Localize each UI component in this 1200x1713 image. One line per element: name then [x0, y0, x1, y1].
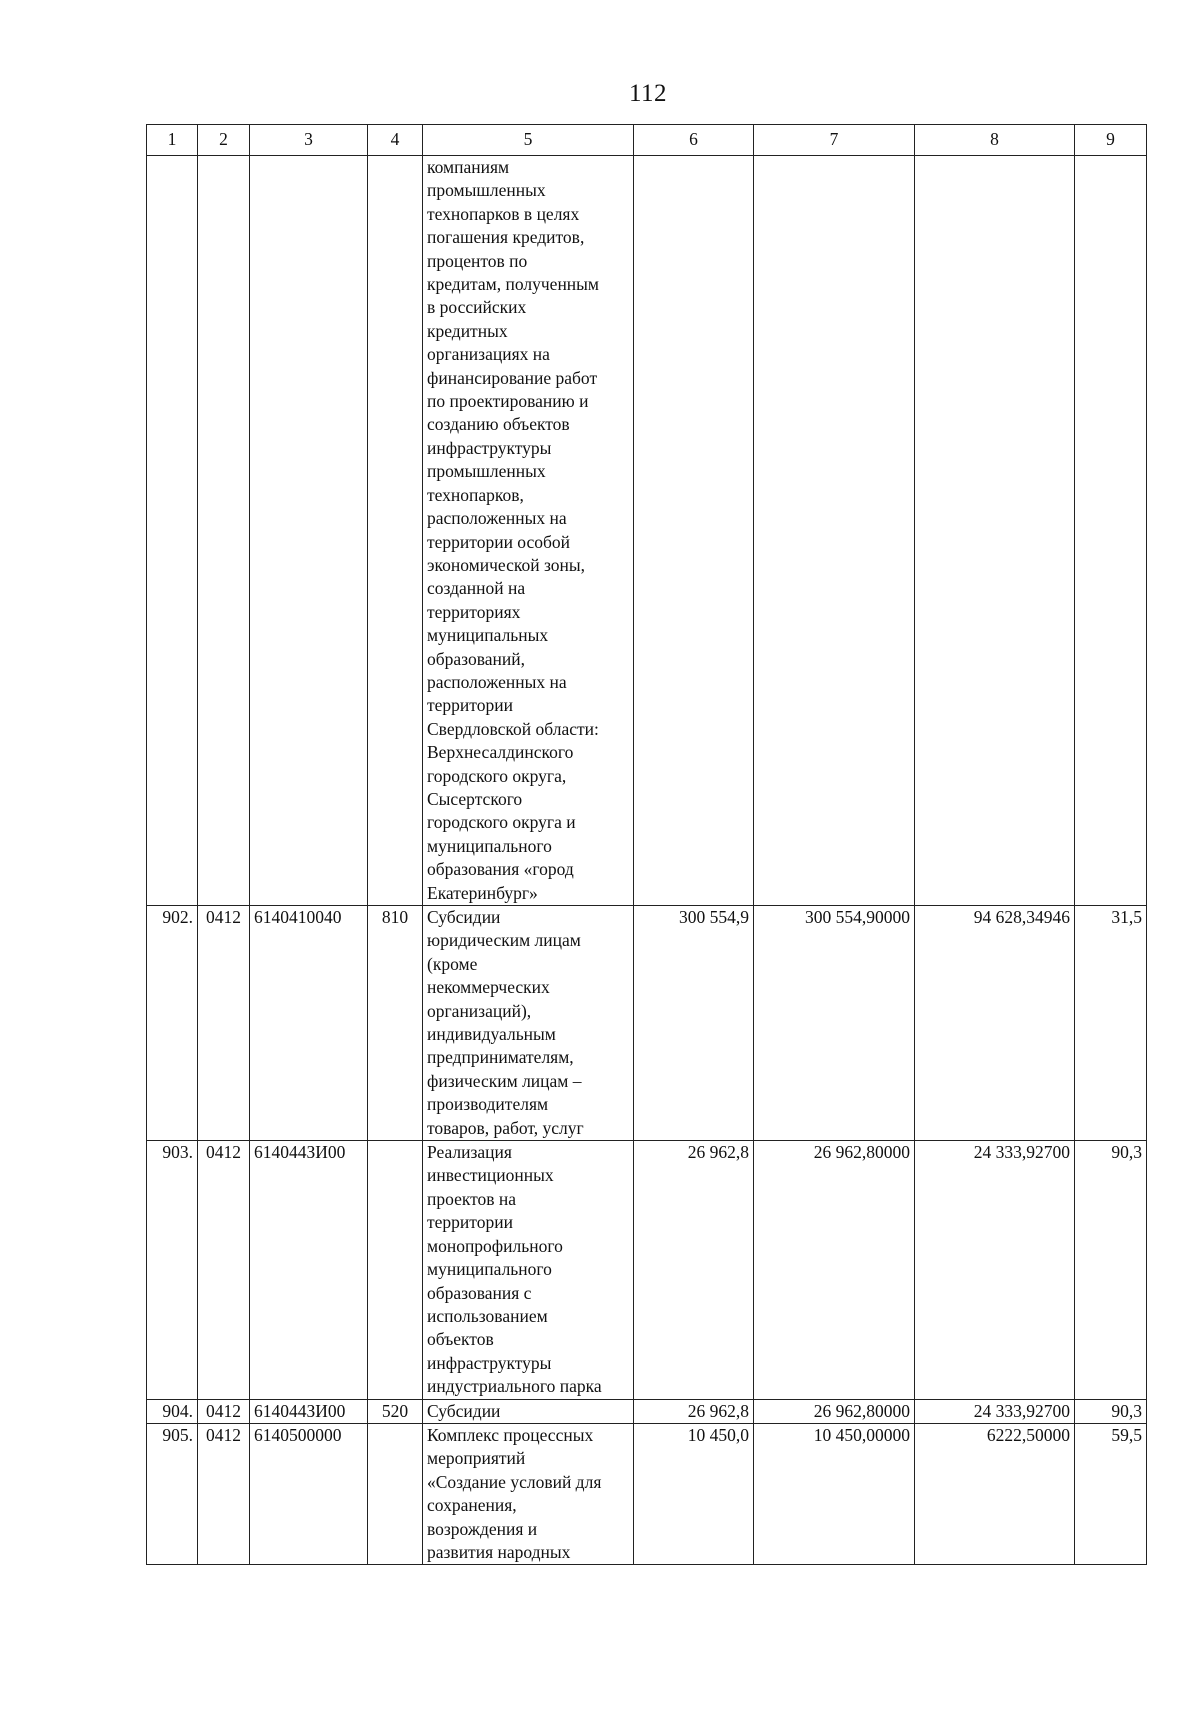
- item-name-cell: [423, 156, 634, 906]
- expense-type-cell: 520: [368, 1399, 423, 1423]
- item-name-line: погашения кредитов,: [427, 227, 585, 248]
- section-code-cell: 0412: [198, 1141, 250, 1399]
- item-name-line: индивидуальным: [427, 1024, 556, 1045]
- plan-amount-cell: 26 962,8: [634, 1399, 754, 1423]
- item-name-line: городского округа,: [427, 765, 567, 786]
- header-cell: 4: [368, 125, 423, 156]
- item-name-line: инвестиционных: [427, 1165, 554, 1186]
- item-name-line: территориях: [427, 601, 521, 622]
- budget-table: [146, 124, 1147, 1565]
- item-name-line: расположенных на: [427, 508, 567, 529]
- row-number-cell: [147, 156, 198, 906]
- table-row: [147, 906, 1147, 1141]
- item-name-line: Субсидии: [427, 1400, 501, 1421]
- expense-type-cell: [368, 1423, 423, 1564]
- item-name-line: Реализация: [427, 1142, 512, 1163]
- plan-amount-cell: 10 450,0: [634, 1423, 754, 1564]
- row-number-cell: 904.: [147, 1399, 198, 1423]
- item-name-line: Субсидии: [427, 907, 501, 927]
- item-name-line: территории: [427, 1212, 513, 1233]
- section-code-cell: [198, 156, 250, 906]
- target-article-cell: 614044ЗИ00: [250, 1141, 368, 1399]
- target-article-cell: [250, 156, 368, 906]
- plan-precise-amount-cell: [754, 156, 915, 906]
- item-name-line: территории: [427, 695, 513, 716]
- item-name-line: проектов на: [427, 1188, 517, 1209]
- item-name-line: инфраструктуры: [427, 1352, 552, 1373]
- item-name-cell: [423, 1423, 634, 1564]
- row-number-cell: 903.: [147, 1141, 198, 1399]
- item-name-line: расположенных на: [427, 671, 567, 692]
- item-name-line: монопрофильного: [427, 1235, 563, 1256]
- item-name-line: объектов: [427, 1329, 494, 1350]
- item-name-line: технопарков,: [427, 484, 524, 505]
- table-body: [147, 156, 1147, 1565]
- table-row: [147, 1399, 1147, 1423]
- item-name-line: Верхнесалдинского: [427, 742, 574, 763]
- plan-precise-amount-cell: 26 962,80000: [754, 1399, 915, 1423]
- header-cell: 3: [250, 125, 368, 156]
- section-code-cell: 0412: [198, 1423, 250, 1564]
- item-name-line: кредитам, полученным: [427, 274, 600, 295]
- header-cell: 7: [754, 125, 915, 156]
- plan-amount-cell: [634, 156, 754, 906]
- item-name-line: муниципального: [427, 1259, 552, 1280]
- execution-percent-cell: 90,3: [1075, 1141, 1147, 1399]
- execution-percent-cell: 90,3: [1075, 1399, 1147, 1423]
- item-name-line: территории особой: [427, 531, 571, 552]
- item-name-line: муниципальных: [427, 625, 549, 646]
- item-name-line: промышленных: [427, 461, 546, 482]
- item-name-line: созданной на: [427, 578, 526, 599]
- item-name-line: образования с: [427, 1282, 532, 1303]
- row-number-cell: 905.: [147, 1423, 198, 1564]
- item-name-line: индустриального парка: [427, 1376, 602, 1397]
- plan-precise-amount-cell: 10 450,00000: [754, 1423, 915, 1564]
- item-name-line: муниципального: [427, 835, 552, 856]
- item-name-line: процентов по: [427, 250, 528, 271]
- item-name-line: в российских: [427, 297, 527, 318]
- header-cell: 9: [1075, 125, 1147, 156]
- expense-type-cell: 810: [368, 906, 423, 1141]
- plan-amount-cell: 300 554,9: [634, 906, 754, 1141]
- item-name-line: Сысертского: [427, 788, 523, 809]
- table-row: [147, 1141, 1147, 1399]
- item-name-line: образования «город: [427, 859, 574, 880]
- item-name-line: организациях на: [427, 344, 550, 365]
- plan-precise-amount-cell: 300 554,90000: [754, 906, 915, 1141]
- item-name-line: финансирование работ: [427, 367, 598, 388]
- item-name-line: (кроме: [427, 953, 478, 974]
- item-name-line: юридическим лицам: [427, 930, 581, 951]
- item-name-line: мероприятий: [427, 1448, 526, 1469]
- item-name-cell: [423, 1141, 634, 1399]
- item-name-line: технопарков в целях: [427, 203, 580, 224]
- item-name-cell: [423, 1399, 634, 1423]
- page-number: 112: [628, 80, 668, 107]
- item-name-line: сохранения,: [427, 1495, 517, 1516]
- item-name-line: Екатеринбург»: [427, 882, 538, 903]
- item-name-line: Свердловской области:: [427, 718, 599, 739]
- target-article-cell: 614044ЗИ00: [250, 1399, 368, 1423]
- item-name-line: промышленных: [427, 180, 546, 201]
- header-cell: 1: [147, 125, 198, 156]
- item-name-line: образований,: [427, 648, 526, 669]
- execution-percent-cell: [1075, 156, 1147, 906]
- item-name-line: некоммерческих: [427, 977, 550, 998]
- executed-amount-cell: 24 333,92700: [915, 1141, 1075, 1399]
- item-name-line: по проектированию и: [427, 391, 589, 412]
- section-code-cell: 0412: [198, 906, 250, 1141]
- plan-precise-amount-cell: 26 962,80000: [754, 1141, 915, 1399]
- item-name-line: городского округа и: [427, 812, 576, 833]
- item-name-line: экономической зоны,: [427, 554, 586, 575]
- item-name-line: товаров, работ, услуг: [427, 1117, 584, 1138]
- item-name-line: возрождения и: [427, 1518, 538, 1539]
- header-cell: 6: [634, 125, 754, 156]
- plan-amount-cell: 26 962,8: [634, 1141, 754, 1399]
- item-name-line: предпринимателям,: [427, 1047, 574, 1068]
- item-name-line: развития народных: [427, 1541, 571, 1562]
- item-name-line: кредитных: [427, 320, 508, 341]
- executed-amount-cell: 94 628,34946: [915, 906, 1075, 1141]
- execution-percent-cell: 59,5: [1075, 1423, 1147, 1564]
- expense-type-cell: [368, 156, 423, 906]
- target-article-cell: 6140500000: [250, 1423, 368, 1564]
- item-name-cell: [423, 906, 634, 1141]
- execution-percent-cell: 31,5: [1075, 906, 1147, 1141]
- item-name-line: физическим лицам –: [427, 1070, 582, 1091]
- header-cell: 8: [915, 125, 1075, 156]
- executed-amount-cell: [915, 156, 1075, 906]
- item-name-line: производителям: [427, 1094, 549, 1115]
- row-number-cell: 902.: [147, 906, 198, 1141]
- item-name-line: компаниям: [427, 157, 510, 177]
- table-row: [147, 156, 1147, 906]
- table-row: [147, 1423, 1147, 1564]
- item-name-line: инфраструктуры: [427, 437, 552, 458]
- target-article-cell: 6140410040: [250, 906, 368, 1141]
- item-name-line: созданию объектов: [427, 414, 570, 435]
- item-name-line: использованием: [427, 1305, 548, 1326]
- item-name-line: Комплекс процессных: [427, 1424, 594, 1445]
- executed-amount-cell: 24 333,92700: [915, 1399, 1075, 1423]
- header-cell: 2: [198, 125, 250, 156]
- executed-amount-cell: 6222,50000: [915, 1423, 1075, 1564]
- expense-type-cell: [368, 1141, 423, 1399]
- table-header-row: [147, 125, 1147, 156]
- header-cell: 5: [423, 125, 634, 156]
- item-name-line: «Создание условий для: [427, 1471, 602, 1492]
- item-name-line: организаций),: [427, 1000, 532, 1021]
- section-code-cell: 0412: [198, 1399, 250, 1423]
